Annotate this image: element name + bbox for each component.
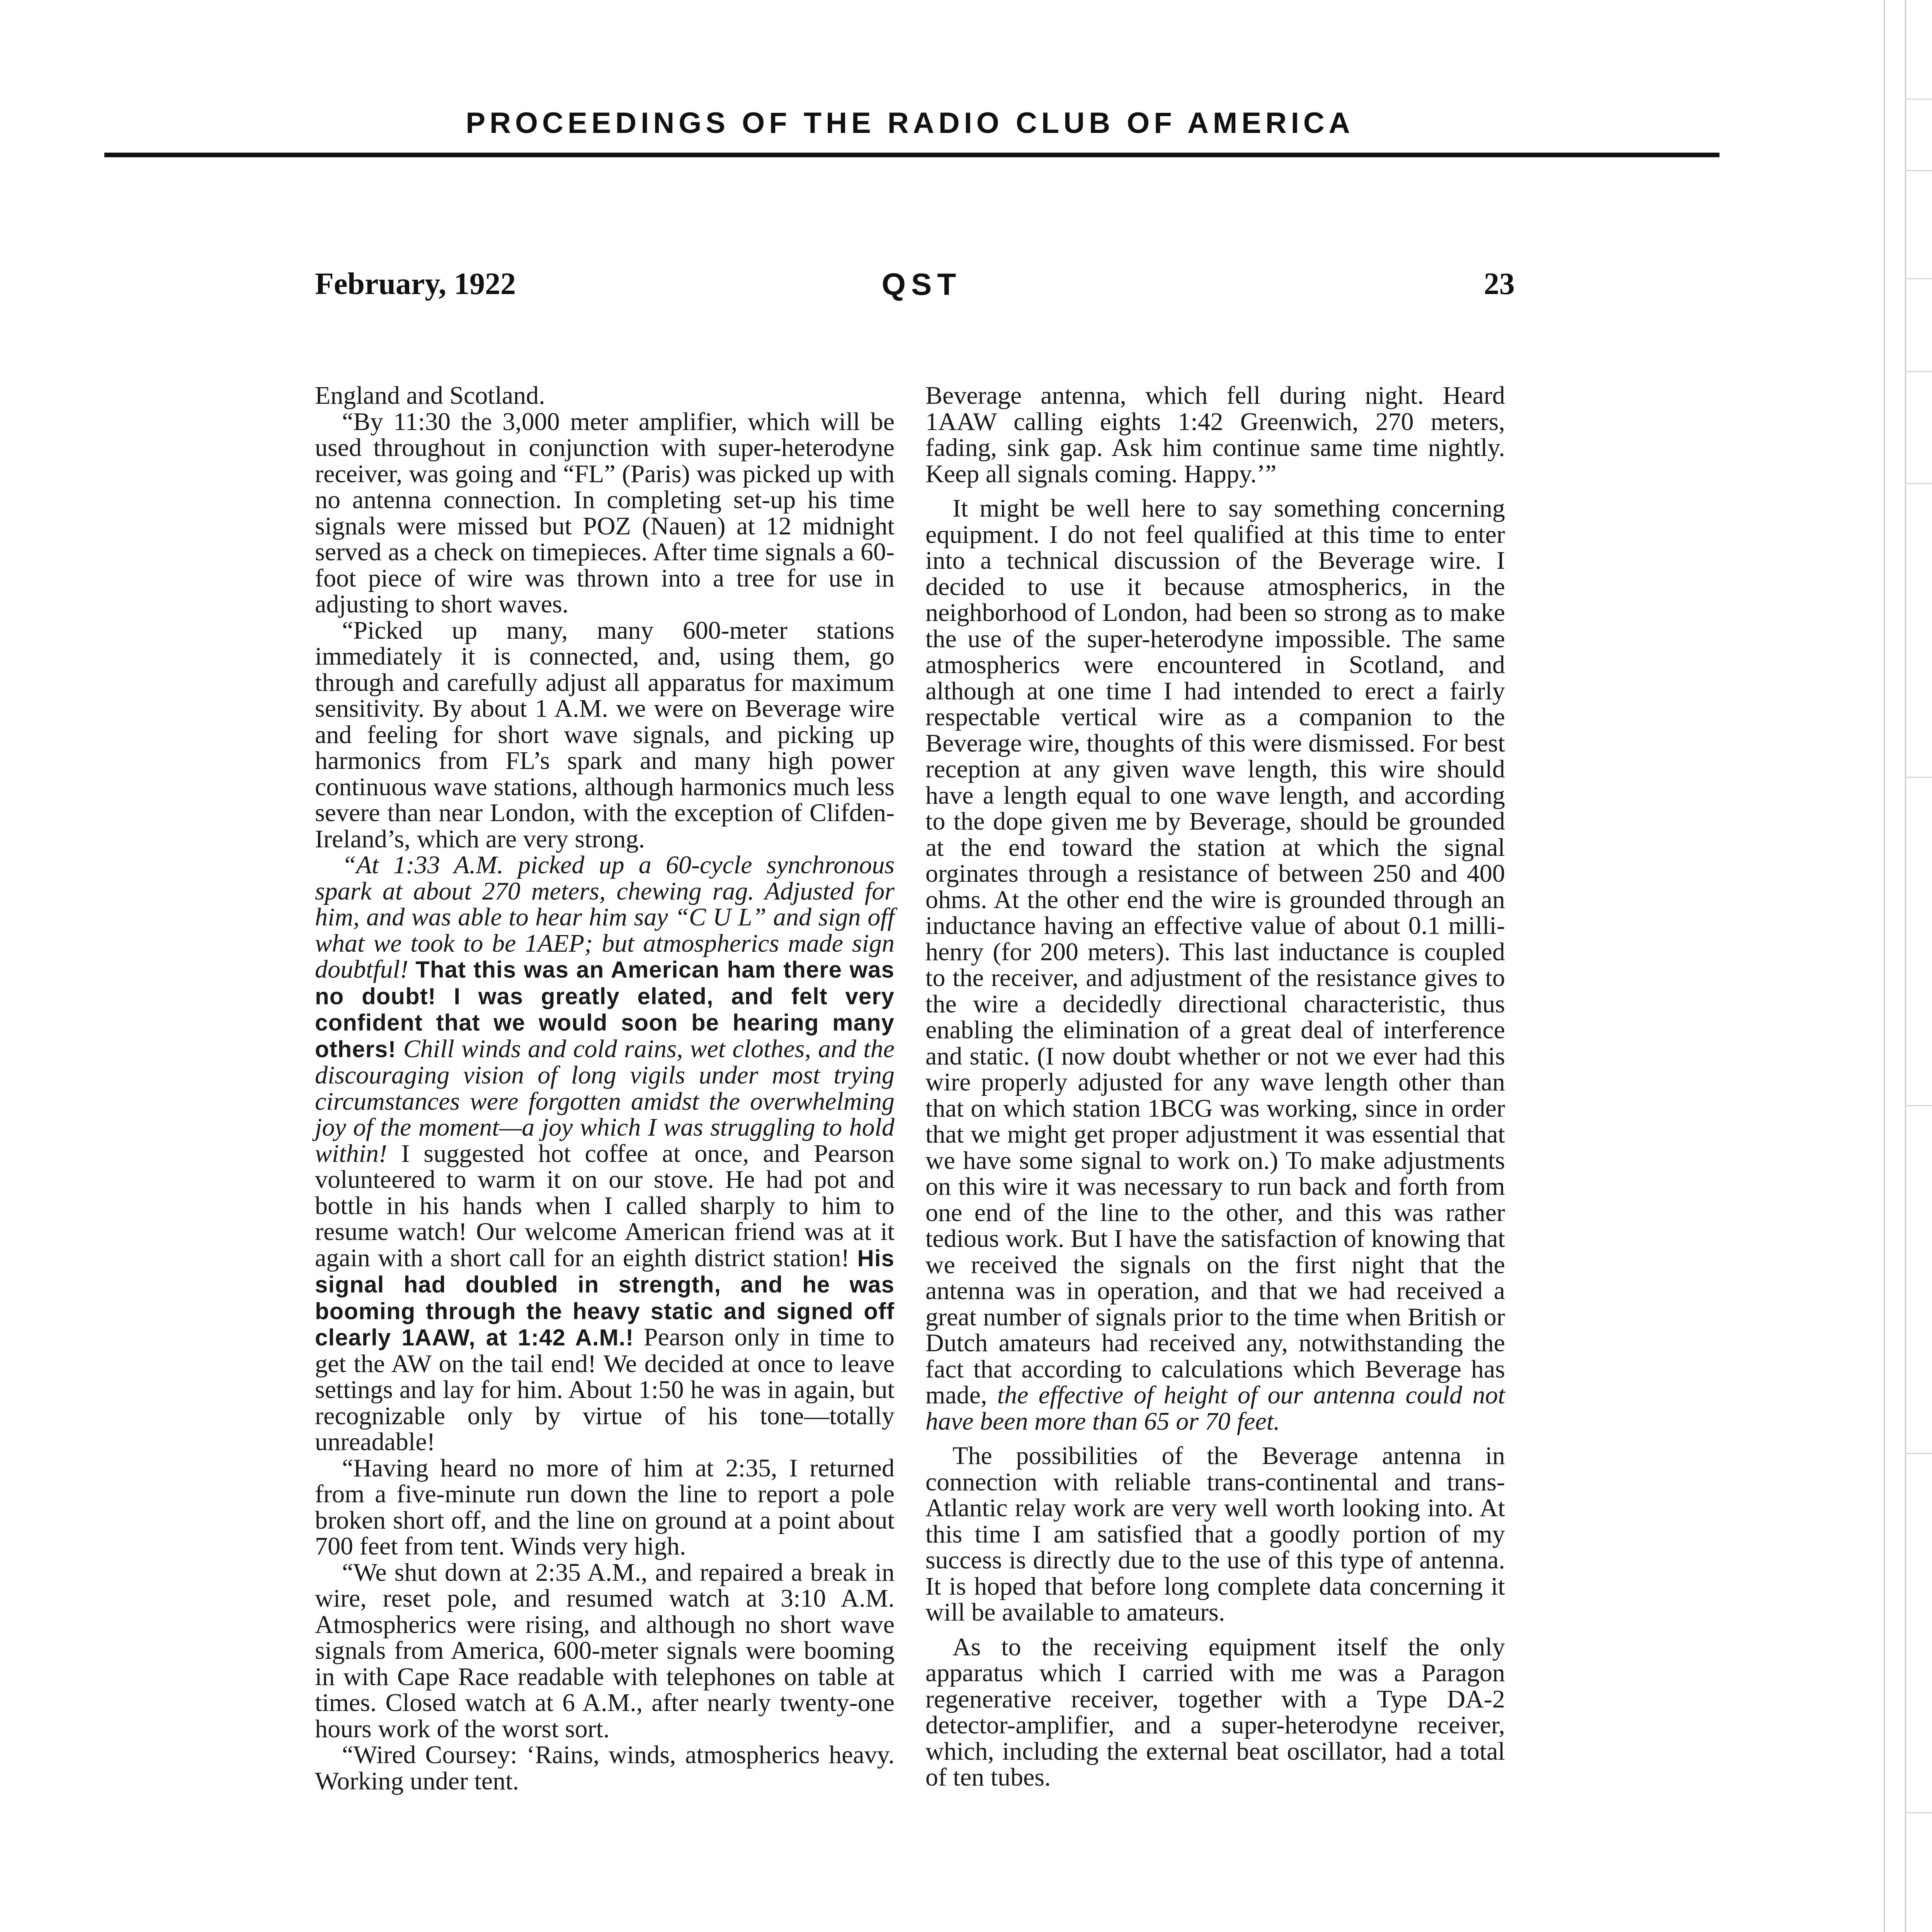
- paragraph: England and Scotland.: [315, 381, 545, 410]
- scan-edge-tick: [1905, 777, 1932, 778]
- paragraph: “We shut down at 2:35 A.M., and repaired a break in wire, reset pole, and resumed watch at 3:10 A.M. Atmospherics were rising, and although no short wave signals from America, 600-meter signals were booming in with Cape Race readable with telephones on table at times. Closed watch at 6 A.M., after nearly twenty-one hours work of the worst sort.: [315, 1558, 895, 1743]
- scan-edge-tick: [1905, 371, 1932, 372]
- paragraph: “Picked up many, many 600-meter stations immediately it is connected, and, using them, go through and carefully adjust all apparatus for maximum sensitivity. By about 1 A.M. we were on Beverage wire and feeling for short wave signals, and picking up harmonics from FL’s spark and many high power continuous wave stations, although harmonics much less severe than near London, with the exception of Clifden-Ireland’s, which are very strong.: [315, 616, 895, 853]
- text-run: Pearson only in time to get the AW on the tail end! We decided at once to leave settings and lay for him. About 1:50 he was in again, but recognizable only by virtue of his tone—totally unreadable!: [315, 1323, 895, 1456]
- magazine-page-number: 23: [1484, 267, 1515, 301]
- paragraph: [315, 852, 895, 1455]
- italic-text: “At 1:33 A.M. picked up a 60-cycle synchronous spark at about 270 meters, chewing rag. Adjusted for him, and was able to hear him say “C U L” and sign off what we took to be 1AEP; but atmospherics made sign doubtful!: [315, 851, 895, 983]
- left-column: [315, 383, 895, 1794]
- paragraph: “Wired Coursey: ‘Rains, winds, atmospherics heavy. Working under tent.: [315, 1741, 895, 1795]
- scan-edge-tick: [1905, 1453, 1932, 1454]
- text-run: I suggested hot coffee at once, and Pearson volunteered to warm it on our stove. He had pot and bottle in his hands when I called sharply to him to resume watch! Our welcome American friend was at it again with a short call for an eighth district station!: [315, 1139, 895, 1272]
- paragraph: “By 11:30 the 3,000 meter amplifier, which will be used throughout in conjunction with super-heterodyne receiver, was going and “FL” (Paris) was picked up with no antenna connection. In completing set-up his time signals were missed but POZ (Nauen) at 12 midnight served as a check on timepieces. After time signals a 60-foot piece of wire was thrown into a tree for use in adjusting to short waves.: [315, 407, 895, 618]
- scan-edge-tick: [1905, 278, 1932, 279]
- scan-edge-tick: [1905, 483, 1932, 484]
- scan-edge-tick: [1905, 1812, 1932, 1813]
- italic-text: Chill winds and cold rains, wet clothes, and the discouraging vision of long vigils under most trying circumstances were forgotten amidst the overwhelming joy of the moment—a joy which I was struggling to hold within!: [315, 1034, 895, 1168]
- scan-edge-line: [1884, 0, 1885, 1932]
- paragraph: Beverage antenna, which fell during night. Heard 1AAW calling eights 1:42 Greenwich, 270 meters, fading, sink gap. Ask him continue same time nightly. Keep all signals coming. Happy.’”: [925, 381, 1505, 488]
- paragraph: The possibilities of the Beverage antenna in connection with reliable trans-continental and trans-Atlantic relay work are very well worth looking into. At this time I am satisfied that a goodly portion of my success is directly due to the use of this type of antenna. It is hoped that before long complete data concerning it will be available to amateurs.: [925, 1442, 1505, 1626]
- magazine-title: QST: [881, 267, 962, 301]
- issue-date: February, 1922: [315, 267, 516, 301]
- scan-edge-tick: [1905, 99, 1932, 100]
- running-head: PROCEEDINGS OF THE RADIO CLUB OF AMERICA: [466, 107, 1354, 139]
- bold-text: His signal had doubled in strength, and he was booming through the heavy static and signed off clearly 1AAW, at 1:42 A.M.!: [315, 1245, 895, 1350]
- text-run: It might be well here to say something concerning equipment. I do not feel qualified at this time to enter into a technical discussion of the Beverage wire. I decided to use it because atmospherics, in the neighborhood of London, had been so strong as to make the use of the super-heterodyne impossible. The same atmospherics were encountered in Scotland, and although at one time I had intended to erect a fairly respectable vertical wire as a companion to the Beverage wire, thoughts of this were dismissed. For best reception at any given wave length, this wire should have a length equal to one wave length, and according to the dope given me by Beverage, should be grounded at the end toward the station at which the signal orginates through a resistance of between 250 and 400 ohms. At the other end the wire is grounded through an inductance having an effective value of about 0.1 milli-henry (for 200 meters). This last inductance is coupled to the receiver, and adjustment of the resistance gives to the wire a decidedly directional characteristic, thus enabling the elimination of a great deal of interference and static. (I now doubt whether or not we ever had this wire properly adjusted for any wave length other than that on which station 1BCG was working, since in order that we might get proper adjustment it was essential that we have some signal to work on.) To make adjustments on this wire it was necessary to run back and forth from one end of the line to the other, and this was rather tedious work. But I have the satisfaction of knowing that we received the signals on the first night that the antenna was in operation, and that we had received a great number of signals prior to the time when British or Dutch amateurs had received any, notwithstanding the fact that according to calculations which Beverage has made,: [925, 494, 1505, 1409]
- scan-edge-tick: [1905, 1105, 1932, 1106]
- header-rule: [104, 153, 1719, 157]
- italic-text: the effective of height of our antenna could not have been more than 65 or 70 feet.: [925, 1381, 1505, 1435]
- paragraph: As to the receiving equipment itself the only apparatus which I carried with me was a Paragon regenerative receiver, together with a Type DA-2 detector-amplifier, and a super-heterodyne receiver, which, including the external beat oscillator, had a total of ten tubes.: [925, 1633, 1505, 1791]
- paragraph: [925, 495, 1505, 1434]
- scan-edge-tick: [1905, 170, 1932, 171]
- bold-text: That this was an American ham there was no doubt! I was greatly elated, and felt very confident that we would soon be hearing many others!: [315, 957, 895, 1062]
- scan-edge-line: [1905, 0, 1906, 1932]
- paragraph: “Having heard no more of him at 2:35, I returned from a five-minute run down the line to report a pole broken short off, and the line on ground at a point about 700 feet from tent. Winds very high.: [315, 1454, 895, 1560]
- right-column: [925, 383, 1505, 1791]
